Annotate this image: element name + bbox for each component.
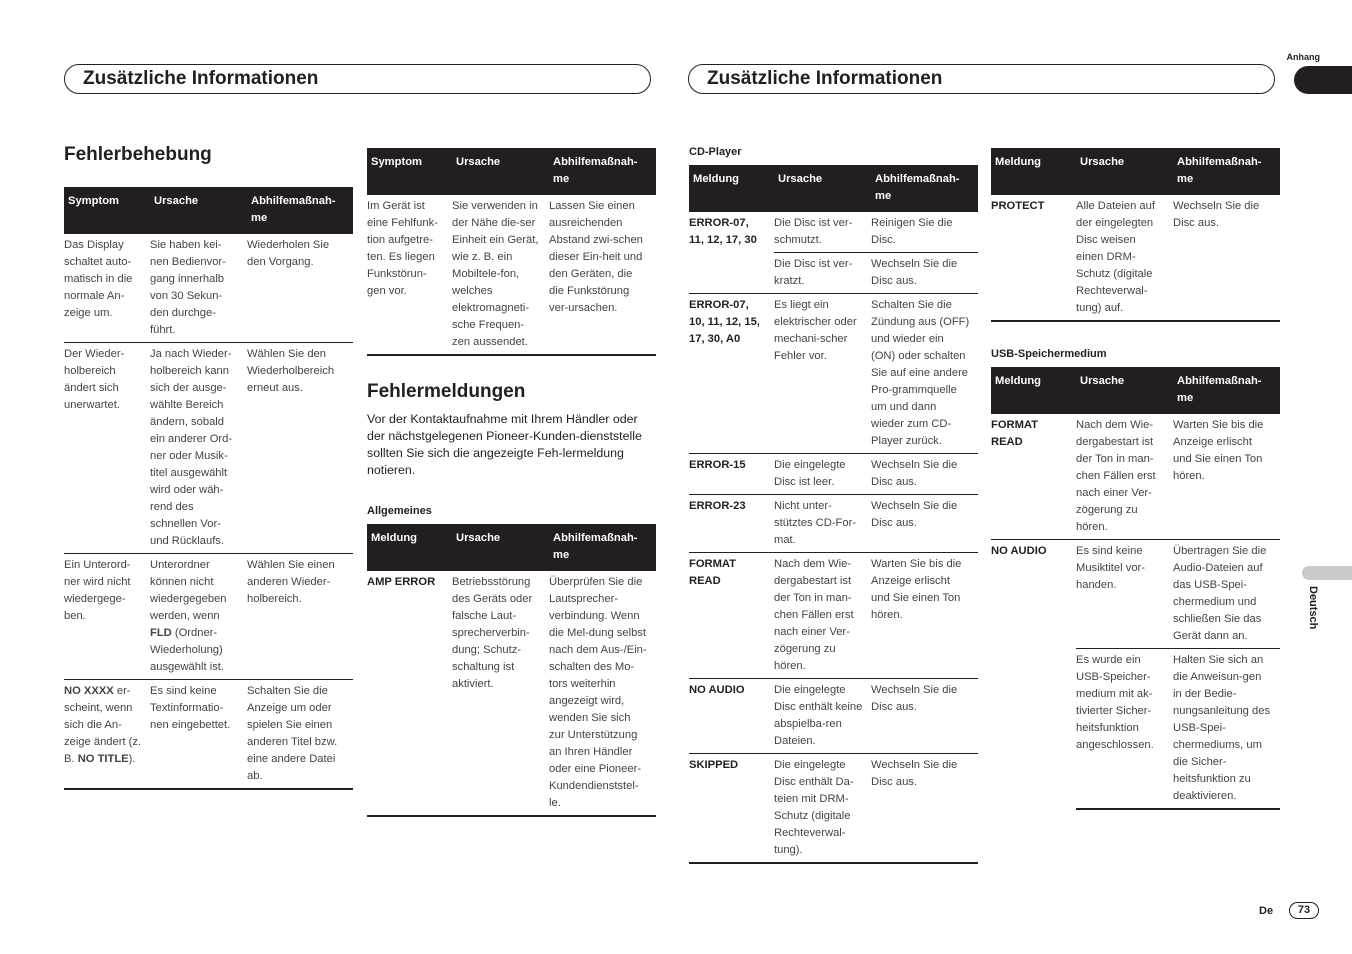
cell-cause: Die eingelegte Disc enthält keine abspielba-ren Dateien.: [774, 679, 871, 754]
cell-remedy: Wechseln Sie die Disc aus.: [871, 454, 978, 495]
cell-remedy: Wählen Sie einen anderen Wieder-holbereich.: [247, 554, 353, 680]
column-header: Meldung: [367, 524, 452, 571]
cell-cause: Ja nach Wieder-holbereich kann sich der ausge-wählte Bereich ändern, sobald ein anderer Ord-ner oder Musik-titel ausgewählt wird oder wäh-rend des schnellen Vor- und Rücklaufs.: [150, 343, 247, 554]
cell-meldung: FORMAT READ: [991, 414, 1076, 540]
cell-remedy: Warten Sie bis die Anzeige erlischt und Sie einen Ton hören.: [1173, 414, 1280, 540]
table-row: [367, 571, 656, 817]
cell-remedy: Überprüfen Sie die Lautsprecher-verbindung. Wenn die Mel-dung selbst nach dem Aus-/Ein-schalten des Mo-tors weiterhin angezeigt wird, wenden Sie sich zur Unterstützung an Ihren Händler oder eine Pioneer-Kundendienststel-le.: [549, 571, 656, 817]
cell-cause: Nicht unter-stütztes CD-For-mat.: [774, 495, 871, 553]
cell-meldung: ERROR-23: [689, 495, 774, 553]
cell-cause: Es sind keine Musiktitel vor-handen.: [1076, 540, 1173, 649]
cell-cause: Nach dem Wie-dergabestart ist der Ton in man-chen Fällen erst nach einer Ver-zögerung zu hören.: [774, 553, 871, 679]
column-header: Abhilfemaßnah-me: [549, 524, 656, 571]
table-row: [64, 234, 353, 343]
cell-meldung: ERROR-15: [689, 454, 774, 495]
cell-first: AMP ERROR: [367, 571, 452, 817]
cell-remedy: Schalten Sie die Zündung aus (OFF) und wieder ein (ON) oder schalten Sie auf eine andere Pro-grammquelle um und dann wieder zum CD-Player zurück.: [871, 294, 978, 454]
allgemeines-label: Allgemeines: [367, 505, 432, 517]
cell-cause: Es wurde ein USB-Speicher-medium mit ak-tivierter Sicher-heitsfunktion angeschlossen.: [1076, 649, 1173, 810]
table-header-row: [367, 524, 656, 571]
column-header: Ursache: [774, 165, 871, 212]
table-row: [689, 495, 978, 553]
table-row: [689, 754, 978, 864]
table-row: [689, 553, 978, 679]
fehlermeldungen-intro: Vor der Kontaktaufnahme mit Ihrem Händler oder der nächstgelegenen Pioneer-Kunden-dienststelle sollten Sie sich die angezeigte Feh-lermeldung notieren.: [367, 412, 642, 477]
section-tab-marker: [1294, 66, 1352, 94]
cell-meldung: NO AUDIO: [689, 679, 774, 754]
fehlermeldungen-title: Fehlermeldungen: [367, 381, 526, 402]
cell-remedy: Wählen Sie den Wiederholbereich erneut aus.: [247, 343, 353, 554]
table-row: [64, 680, 353, 790]
table-row: [64, 343, 353, 554]
cell-meldung: ERROR-07, 10, 11, 12, 15, 17, 30, A0: [689, 294, 774, 454]
table-row: [991, 195, 1280, 322]
fehlerbehebung-title: Fehlerbehebung: [64, 144, 212, 165]
cell-meldung: PROTECT: [991, 195, 1076, 322]
column-header: Abhilfemaßnah-me: [1173, 367, 1280, 414]
cell-cause: Es liegt ein elektrischer oder mechani-scher Fehler vor.: [774, 294, 871, 454]
cell-first: Ein Unterord-ner wird nicht wiedergege-ben.: [64, 554, 150, 680]
cell-cause: Alle Dateien auf der eingelegten Disc weisen einen DRM-Schutz (digitale Rechteverwal-tung) auf.: [1076, 195, 1173, 322]
column-header: Ursache: [1076, 367, 1173, 414]
cd-player-label: CD-Player: [689, 146, 742, 158]
table-row: [689, 294, 978, 454]
usb-table: [991, 367, 1280, 810]
table-row: [367, 195, 656, 356]
cell-meldung: ERROR-07, 11, 12, 17, 30: [689, 212, 774, 294]
column-header: Abhilfemaßnah-me: [871, 165, 978, 212]
cell-first: Im Gerät ist eine Fehlfunk-tion aufgetre-ten. Es liegen Funkstörun-gen vor.: [367, 195, 452, 356]
column-header: Ursache: [452, 148, 549, 195]
cell-cause: Die Disc ist ver-kratzt.: [774, 253, 871, 294]
table-header-row: [64, 187, 353, 234]
header-title-right: Zusätzliche Informationen: [707, 68, 943, 89]
column-header: Ursache: [452, 524, 549, 571]
cell-first: Das Display schaltet auto-matisch in die normale An-zeige um.: [64, 234, 150, 343]
cd-player-table-continued: [991, 148, 1280, 322]
header-pill-right: [688, 64, 1275, 94]
cell-cause: Betriebsstörung des Geräts oder falsche Laut-sprecherverbin-dung; Schutz-schaltung ist aktiviert.: [452, 571, 549, 817]
cell-meldung: SKIPPED: [689, 754, 774, 864]
column-header: Abhilfemaßnah-me: [247, 187, 353, 234]
cell-meldung: FORMAT READ: [689, 553, 774, 679]
cell-cause: Nach dem Wie-dergabestart ist der Ton in man-chen Fällen erst nach einer Ver-zögerung zu hören.: [1076, 414, 1173, 540]
column-header: Symptom: [64, 187, 150, 234]
cell-remedy: Wechseln Sie die Disc aus.: [871, 754, 978, 864]
cd-player-table: [689, 165, 978, 864]
cell-remedy: Wechseln Sie die Disc aus.: [871, 253, 978, 294]
table-row: [991, 414, 1280, 540]
cell-cause: Es sind keine Textinformatio-nen eingebettet.: [150, 680, 247, 790]
cell-cause: Die Disc ist ver-schmutzt.: [774, 212, 871, 253]
usb-label: USB-Speichermedium: [991, 348, 1107, 360]
fehlerbehebung-table-continued: [367, 148, 656, 356]
cell-remedy: Reinigen Sie die Disc.: [871, 212, 978, 253]
cell-remedy: Warten Sie bis die Anzeige erlischt und Sie einen Ton hören.: [871, 553, 978, 679]
language-tab-marker: [1302, 566, 1352, 580]
header-title-left: Zusätzliche Informationen: [83, 68, 319, 89]
cell-meldung: NO AUDIO: [991, 540, 1076, 810]
cell-remedy: Lassen Sie einen ausreichenden Abstand zwi-schen dieser Ein-heit und den Geräten, die die Funkstörung ver-ursachen.: [549, 195, 656, 356]
table-row: [689, 454, 978, 495]
cell-remedy: Wiederholen Sie den Vorgang.: [247, 234, 353, 343]
cell-first: Der Wieder-holbereich ändert sich unerwartet.: [64, 343, 150, 554]
table-row: [689, 212, 978, 253]
cell-remedy: Halten Sie sich an die Anweisun-gen in der Bedie-nungsanleitung des USB-Spei-chermediums, um die Sicher-heitsfunktion zu deaktivieren.: [1173, 649, 1280, 810]
column-header: Meldung: [689, 165, 774, 212]
table-header-row: [689, 165, 978, 212]
page-number: 73: [1289, 902, 1319, 919]
table-header-row: [991, 148, 1280, 195]
column-header: Symptom: [367, 148, 452, 195]
cell-cause: Die eingelegte Disc enthält Da-teien mit DRM-Schutz (digitale Rechteverwal-tung).: [774, 754, 871, 864]
column-header: Meldung: [991, 367, 1076, 414]
column-header: Meldung: [991, 148, 1076, 195]
cell-cause: Sie verwenden in der Nähe die-ser Einheit ein Gerät, wie z. B. ein Mobiltele-fon, welches elektromagneti-sche Frequen-zen aussendet.: [452, 195, 549, 356]
cell-remedy: Übertragen Sie die Audio-Dateien auf das USB-Spei-chermedium und schließen Sie das Gerät dann an.: [1173, 540, 1280, 649]
table-header-row: [991, 367, 1280, 414]
table-header-row: [367, 148, 656, 195]
cell-first: NO XXXX er-scheint, wenn sich die An-zeige ändert (z. B. NO TITLE).: [64, 680, 150, 790]
header-pill-left: [64, 64, 651, 94]
table-row: [64, 554, 353, 680]
cell-cause: Die eingelegte Disc ist leer.: [774, 454, 871, 495]
table-row: [689, 679, 978, 754]
column-header: Ursache: [1076, 148, 1173, 195]
column-header: Ursache: [150, 187, 247, 234]
fehlerbehebung-table: [64, 187, 353, 790]
cell-remedy: Wechseln Sie die Disc aus.: [871, 495, 978, 553]
cell-cause: Unterordner können nicht wiedergegeben werden, wenn FLD (Ordner-Wiederholung) ausgewählt ist.: [150, 554, 247, 680]
cell-remedy: Wechseln Sie die Disc aus.: [1173, 195, 1280, 322]
column-header: Abhilfemaßnah-me: [1173, 148, 1280, 195]
column-header: Abhilfemaßnah-me: [549, 148, 656, 195]
footer-language-code: De: [1259, 905, 1274, 917]
language-tab-label: Deutsch: [1307, 586, 1319, 630]
section-tab-label: Anhang: [1286, 52, 1320, 62]
cell-remedy: Schalten Sie die Anzeige um oder spielen Sie einen anderen Titel bzw. eine andere Datei ab.: [247, 680, 353, 790]
cell-remedy: Wechseln Sie die Disc aus.: [871, 679, 978, 754]
allgemeines-table: [367, 524, 656, 817]
table-row: [991, 540, 1280, 649]
cell-cause: Sie haben kei-nen Bedienvor-gang innerhalb von 30 Sekun-den durchge-führt.: [150, 234, 247, 343]
